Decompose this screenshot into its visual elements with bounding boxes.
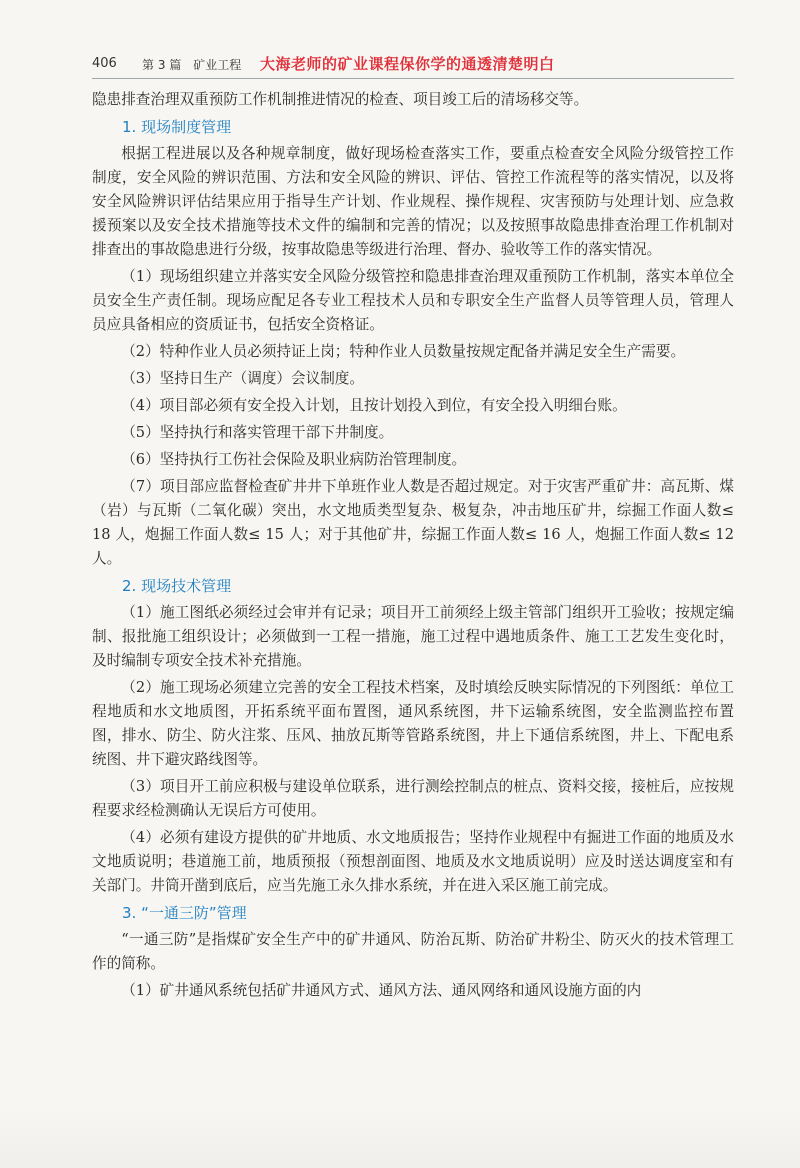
section-heading-ventilation-management: 3. “一通三防”管理 <box>122 904 247 922</box>
paragraph: （4）必须有建设方提供的矿井地质、水文地质报告；坚持作业规程中有掘进工作面的地质及水文地质说明；巷道施工前，地质预报（预想剖面图、地质及水文地质说明）应及时送达调度室和有关部门。井筒开凿到底后，应当先施工永久排水系统，并在进入采区施工前完成。 <box>92 829 734 894</box>
paragraph: （2）特种作业人员必须持证上岗；特种作业人员数量按规定配备并满足安全生产需要。 <box>121 343 686 360</box>
paragraph: 根据工程进展以及各种规章制度，做好现场检查落实工作，要重点检查安全风险分级管控工作制度，安全风险的辨识范围、方法和安全风险的辨识、评估、管控工作流程等的落实情况，以及将安全风险辨识评估结果应用于指导生产计划、作业规程、操作规程、灾害预防与处理计划、应急救援预案以及安全技术措施等技术文件的编制和完善的情况；以及按照事故隐患排查治理工作机制对排查出的事故隐患进行分级，按事故隐患等级进行治理、督办、验收等工作的落实情况。 <box>92 145 734 258</box>
paragraph: （3）项目开工前应积极与建设单位联系，进行测绘控制点的桩点、资料交接，接桩后，应按规程要求经检测确认无误后方可使用。 <box>92 778 734 819</box>
paragraph: （1）现场组织建立并落实安全风险分级管控和隐患排查治理双重预防工作机制，落实本单位全员安全生产责任制。现场应配足各专业工程技术人员和专职安全生产监督人员等管理人员，管理人员应具备相应的资质证书，包括安全资格证。 <box>92 268 734 333</box>
watermark-overlay: 大海老师的矿业课程保你学的通透清楚明白 <box>260 55 555 73</box>
paragraph-intro: 隐患排查治理双重预防工作机制推进情况的检查、项目竣工后的清场移交等。 <box>92 91 589 108</box>
paragraph: “一通三防”是指煤矿安全生产中的矿井通风、防治瓦斯、防治矿井粉尘、防灭火的技术管理工作的简称。 <box>92 931 734 972</box>
paragraph: （4）项目部必须有安全投入计划，且按计划投入到位，有安全投入明细台账。 <box>121 397 627 414</box>
paragraph: （7）项目部应监督检查矿井井下单班作业人数是否超过规定。对于灾害严重矿井：高瓦斯、煤（岩）与瓦斯（二氧化碳）突出，水文地质类型复杂、极复杂，冲击地压矿井，综掘工作面人数≤ 18 人，炮掘工作面人数≤ 15 人；对于其他矿井，综掘工作面人数≤ 16 人，炮掘工作面人数≤ 12 人。 <box>92 478 734 567</box>
page-number: 406 <box>92 56 117 71</box>
section-heading-site-system-management: 1. 现场制度管理 <box>122 118 232 136</box>
page-header <box>92 54 732 76</box>
section-heading-site-technical-management: 2. 现场技术管理 <box>122 577 232 595</box>
paragraph: （3）坚持日生产（调度）会议制度。 <box>121 370 364 387</box>
paragraph: （2）施工现场必须建立完善的安全工程技术档案，及时填绘反映实际情况的下列图纸：单位工程地质和水文地质图，开拓系统平面布置图，通风系统图，井下运输系统图，安全监测监控布置图，排水、防尘、防火注浆、压风、抽放瓦斯等管路系统图，井上下通信系统图，井上、下配电系统图、井下避灾路线图等。 <box>92 679 734 768</box>
part-title: 第 3 篇 矿业工程 <box>142 58 242 72</box>
page-bottom-shade <box>0 1108 800 1168</box>
paragraph: （1）施工图纸必须经过会审并有记录；项目开工前须经上级主管部门组织开工验收；按规定编制、报批施工组织设计；必须做到一工程一措施，施工过程中遇地质条件、施工工艺发生变化时，及时编制专项安全技术补充措施。 <box>92 604 734 669</box>
page-body <box>92 88 734 1006</box>
paragraph: （6）坚持执行工伤社会保险及职业病防治管理制度。 <box>121 451 467 468</box>
header-rule <box>92 78 734 79</box>
paragraph: （5）坚持执行和落实管理干部下井制度。 <box>121 424 394 441</box>
paragraph: （1）矿井通风系统包括矿井通风方式、通风方法、通风网络和通风设施方面的内 <box>121 982 642 999</box>
